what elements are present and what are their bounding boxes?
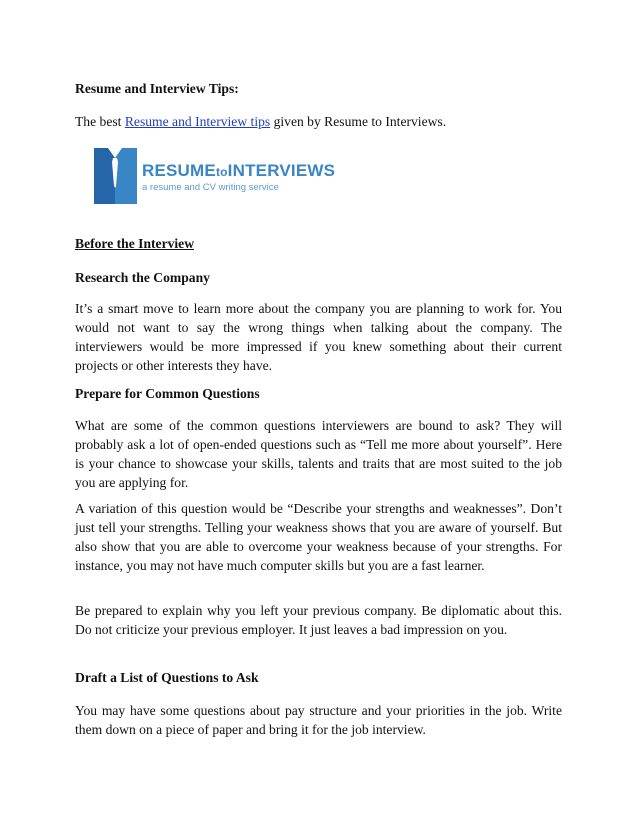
subheading-research-company: Research the Company [75, 270, 210, 285]
paragraph-common-questions: What are some of the common questions interviewers are bound to ask? They will probably ask a lot of open-ended questions such as “Tell me more about yourself”. Here is your chance to showcase your skills, talents and traits that are most suited to the job you are applying for. [75, 418, 562, 490]
logo-word-to: to [215, 165, 228, 179]
paragraph-research-company: It’s a smart move to learn more about the company you are planning to work for. You would not want to say the wrong things when talking about the company. The interviewers would be more impressed if you knew something about their current projects or other interests they have. [75, 301, 562, 373]
logo-word-resume: RESUME [142, 161, 216, 180]
document-title: Resume and Interview Tips: [75, 81, 239, 96]
resume-tips-link[interactable]: Resume and Interview tips [124, 114, 271, 129]
subheading-questions-to-ask: Draft a List of Questions to Ask [75, 670, 259, 685]
logo-tagline: a resume and CV writing service [142, 182, 279, 193]
logo-wordmark [142, 161, 335, 181]
shirt-tie-logo-icon [94, 148, 137, 204]
intro-paragraph [75, 112, 562, 131]
section-heading-before-interview: Before the Interview [75, 236, 195, 251]
paragraph-strengths-weaknesses: A variation of this question would be “Describe your strengths and weaknesses”. Don’t just tell your strengths. Telling your weakness shows that you are aware of yourself. But also show that you are able to overcome your weakness because of your strengths. For instance, you may not have much computer skills but you are a fast learner. [75, 501, 562, 573]
intro-prefix: The best [75, 114, 125, 129]
intro-suffix: given by Resume to Interviews. [270, 114, 447, 129]
resume-to-interviews-logo [94, 148, 354, 206]
subheading-common-questions: Prepare for Common Questions [75, 386, 260, 401]
paragraph-previous-company: Be prepared to explain why you left your previous company. Be diplomatic about this. Do not criticize your previous employer. It just leaves a bad impression on you. [75, 603, 562, 637]
logo-word-interviews: INTERVIEWS [227, 161, 336, 180]
paragraph-questions-to-ask: You may have some questions about pay structure and your priorities in the job. Write them down on a piece of paper and bring it for the job interview. [75, 703, 562, 737]
